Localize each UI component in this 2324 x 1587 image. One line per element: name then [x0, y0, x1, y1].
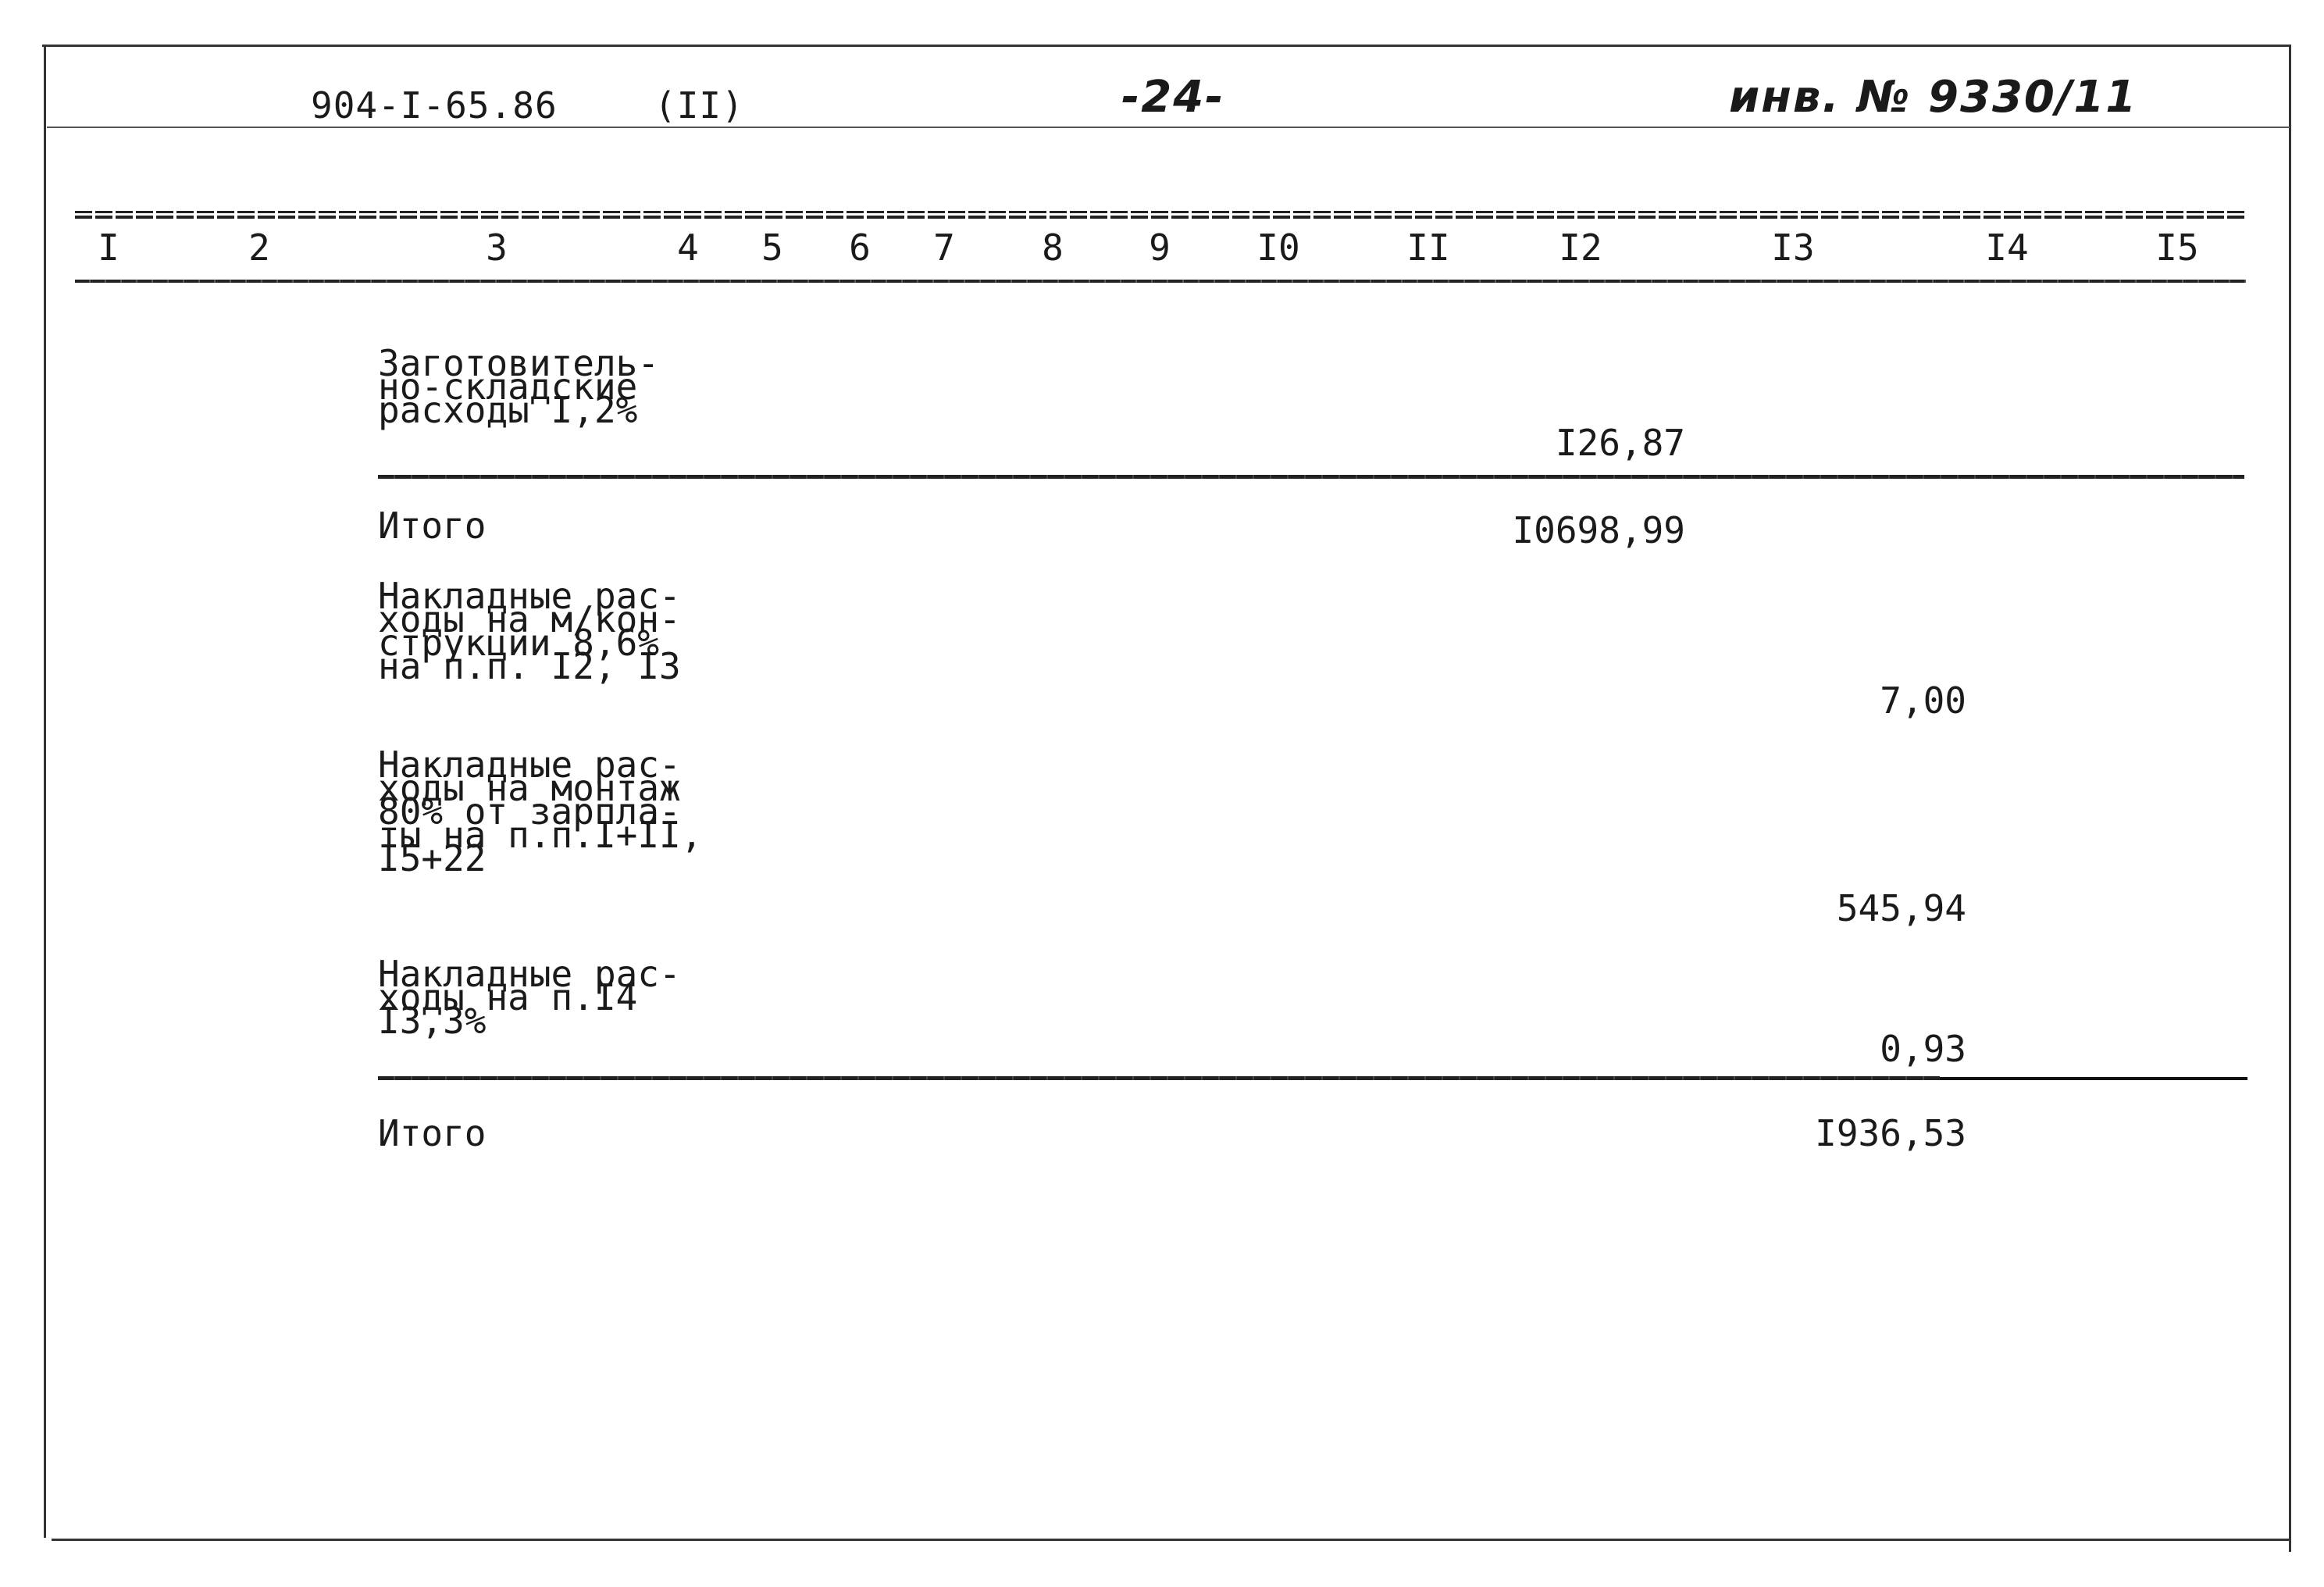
column-number: 2: [248, 226, 270, 269]
row-value-col14: 545,94: [1836, 887, 1966, 929]
column-number: I0: [1256, 226, 1300, 269]
row-value-col12: I26,87: [1555, 422, 1685, 464]
document-part: (II): [654, 84, 744, 127]
column-number: 6: [849, 226, 871, 269]
column-number: 8: [1042, 226, 1064, 269]
frame-bottom-border: [52, 1539, 2291, 1541]
column-header-bottom-rule: [75, 280, 2246, 283]
column-number: 9: [1149, 226, 1171, 269]
row-label: Итого: [378, 505, 487, 547]
column-number: I: [98, 226, 119, 269]
column-number: 7: [933, 226, 955, 269]
document-code: 904-I-65.86: [311, 84, 558, 127]
inventory-number: инв. № 9330/11: [1729, 72, 2138, 123]
row-value-col12: I0698,99: [1512, 509, 1685, 551]
row-label: Накладные рас- ходы на монтаж 80% от зарпла- ты на п.п.I+II, I5+22: [378, 744, 703, 879]
frame-right-border: [2289, 45, 2291, 1552]
row-label: Накладные рас- ходы на м/кон- струкции 8,6% на п.п. I2, I3: [378, 575, 681, 687]
column-number: 4: [677, 226, 699, 269]
row-label: Заготовитель- но-складские расходы I,2%: [378, 342, 660, 431]
column-number: I3: [1771, 226, 1815, 269]
row-value-col14: I936,53: [1815, 1112, 1966, 1154]
frame-left-border: [44, 45, 46, 1538]
column-number: I4: [1985, 226, 2029, 269]
row-divider: [378, 1076, 1940, 1080]
column-header-top-rule: [75, 211, 2246, 219]
page-number: -24-: [1121, 72, 1225, 123]
row-label: Итого: [378, 1112, 487, 1154]
row-label: Накладные рас- ходы на п.I4 I3,3%: [378, 953, 681, 1042]
frame-top-border: [42, 45, 2291, 47]
row-value-col14: 0,93: [1880, 1028, 1966, 1070]
header-divider: [47, 127, 2290, 128]
row-divider: [378, 475, 2244, 479]
column-number: II: [1406, 226, 1450, 269]
row-value-col14: 7,00: [1880, 679, 1966, 722]
column-header: [75, 205, 2246, 283]
column-number: 3: [486, 226, 508, 269]
column-number: I2: [1559, 226, 1602, 269]
column-number: I5: [2155, 226, 2199, 269]
column-number: 5: [761, 226, 783, 269]
row-divider-solid: [1940, 1077, 2247, 1080]
